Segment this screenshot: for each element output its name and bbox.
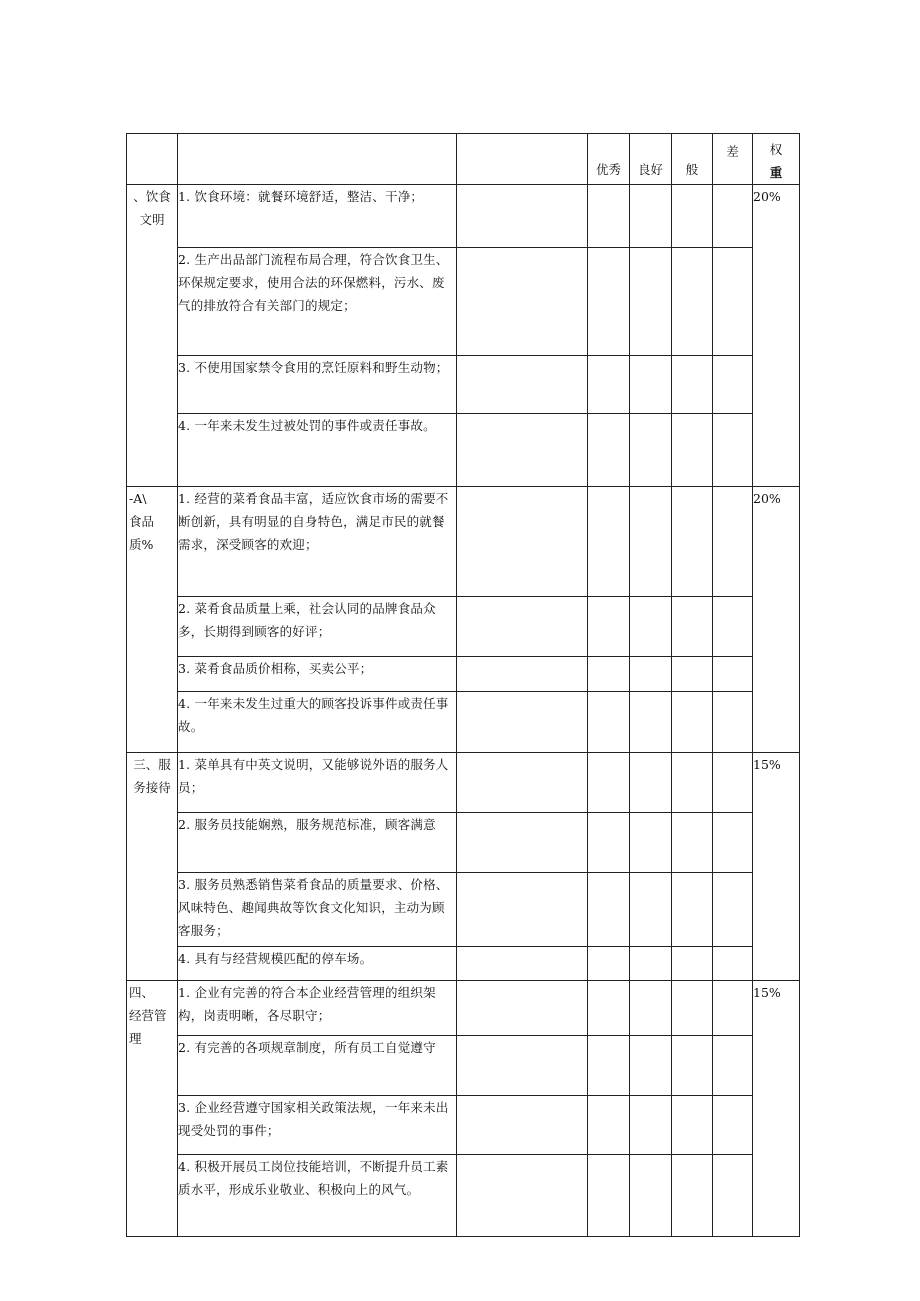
section-weight: 20% [753, 185, 800, 487]
score-poor-cell[interactable] [713, 597, 753, 657]
table-row [127, 692, 800, 753]
table-row [127, 597, 800, 657]
header-average: 般 [672, 134, 713, 185]
score-poor-cell[interactable] [713, 753, 753, 813]
score-average-cell[interactable] [672, 356, 713, 414]
header-weight-line-2: 重 [769, 165, 783, 180]
notes-cell [457, 185, 588, 248]
notes-cell [457, 1096, 588, 1155]
score-good-cell[interactable] [630, 1036, 672, 1096]
table-row [127, 1096, 800, 1155]
notes-cell [457, 981, 588, 1036]
score-average-cell[interactable] [672, 185, 713, 248]
score-excellent-cell[interactable] [588, 1096, 630, 1155]
score-good-cell[interactable] [630, 947, 672, 981]
score-poor-cell[interactable] [713, 947, 753, 981]
score-excellent-cell[interactable] [588, 753, 630, 813]
section-category [127, 981, 178, 1237]
criterion-cell: 4. 具有与经营规模匹配的停车场。 [178, 947, 457, 981]
category-line: 理 [129, 1031, 142, 1046]
score-good-cell[interactable] [630, 692, 672, 753]
score-good-cell[interactable] [630, 414, 672, 487]
table-row [127, 487, 800, 597]
score-average-cell[interactable] [672, 947, 713, 981]
score-excellent-cell[interactable] [588, 356, 630, 414]
header-notes-cell [457, 134, 588, 185]
score-good-cell[interactable] [630, 487, 672, 597]
score-excellent-cell[interactable] [588, 414, 630, 487]
score-poor-cell[interactable] [713, 692, 753, 753]
notes-cell [457, 597, 588, 657]
score-average-cell[interactable] [672, 657, 713, 692]
criterion-cell: 2. 有完善的各项规章制度，所有员工自觉遵守 [178, 1036, 457, 1096]
score-excellent-cell[interactable] [588, 981, 630, 1036]
table-row [127, 981, 800, 1036]
category-line: 务接待 [133, 780, 171, 795]
table-row [127, 248, 800, 356]
score-poor-cell[interactable] [713, 185, 753, 248]
header-criteria-cell [178, 134, 457, 185]
notes-cell [457, 657, 588, 692]
score-poor-cell[interactable] [713, 414, 753, 487]
score-excellent-cell[interactable] [588, 1155, 630, 1237]
score-good-cell[interactable] [630, 1096, 672, 1155]
score-average-cell[interactable] [672, 248, 713, 356]
category-line: 四、 [129, 985, 155, 1000]
score-poor-cell[interactable] [713, 657, 753, 692]
section-category [127, 487, 178, 753]
section-category [127, 185, 178, 487]
score-average-cell[interactable] [672, 753, 713, 813]
header-weight-line-1: 权 [769, 142, 783, 157]
criterion-cell: 2. 生产出品部门流程布局合理，符合饮食卫生、环保规定要求，使用合法的环保燃料，污水、废气的排放符合有关部门的规定； [178, 248, 457, 356]
table-row [127, 753, 800, 813]
score-excellent-cell[interactable] [588, 873, 630, 947]
criterion-cell: 3. 菜肴食品质价相称，买卖公平； [178, 657, 457, 692]
header-good: 良好 [630, 134, 672, 185]
table-row [127, 657, 800, 692]
score-average-cell[interactable] [672, 487, 713, 597]
notes-cell [457, 947, 588, 981]
category-line: 三、服 [133, 757, 171, 772]
section-weight: 15% [753, 981, 800, 1237]
category-line: 、饮食 [133, 189, 171, 204]
criterion-cell: 1. 菜单具有中英文说明，又能够说外语的服务人员； [178, 753, 457, 813]
criterion-cell: 4. 一年来未发生过被处罚的事件或责任事故。 [178, 414, 457, 487]
notes-cell [457, 1036, 588, 1096]
notes-cell [457, 356, 588, 414]
score-poor-cell[interactable] [713, 248, 753, 356]
criterion-cell: 1. 饮食环境：就餐环境舒适，整洁、干净； [178, 185, 457, 248]
criterion-cell: 2. 菜肴食品质量上乘，社会认同的品牌食品众多，长期得到顾客的好评； [178, 597, 457, 657]
score-excellent-cell[interactable] [588, 1036, 630, 1096]
score-poor-cell[interactable] [713, 873, 753, 947]
criterion-cell: 3. 服务员熟悉销售菜肴食品的质量要求、价格、风味特色、趣闻典故等饮食文化知识，主动为顾客服务； [178, 873, 457, 947]
score-good-cell[interactable] [630, 753, 672, 813]
criterion-cell: 2. 服务员技能娴熟，服务规范标准，顾客满意 [178, 813, 457, 873]
table-row [127, 873, 800, 947]
notes-cell [457, 692, 588, 753]
table-row [127, 356, 800, 414]
score-poor-cell[interactable] [713, 1096, 753, 1155]
criterion-cell: 3. 企业经营遵守国家相关政策法规，一年来未出现受处罚的事件； [178, 1096, 457, 1155]
score-good-cell[interactable] [630, 185, 672, 248]
score-poor-cell[interactable] [713, 487, 753, 597]
evaluation-table [126, 133, 800, 1237]
table-row [127, 1036, 800, 1096]
score-good-cell[interactable] [630, 597, 672, 657]
score-average-cell[interactable] [672, 692, 713, 753]
score-excellent-cell[interactable] [588, 185, 630, 248]
score-good-cell[interactable] [630, 356, 672, 414]
score-excellent-cell[interactable] [588, 597, 630, 657]
criterion-cell: 4. 一年来未发生过重大的顾客投诉事件或责任事故。 [178, 692, 457, 753]
score-average-cell[interactable] [672, 597, 713, 657]
header-weight [753, 134, 800, 185]
score-good-cell[interactable] [630, 981, 672, 1036]
criterion-cell: 4. 积极开展员工岗位技能培训，不断提升员工素质水平，形成乐业敬业、积极向上的风气。 [178, 1155, 457, 1237]
score-good-cell[interactable] [630, 657, 672, 692]
notes-cell [457, 487, 588, 597]
table-row [127, 813, 800, 873]
score-poor-cell[interactable] [713, 813, 753, 873]
score-poor-cell[interactable] [713, 1155, 753, 1237]
table-row [127, 414, 800, 487]
score-average-cell[interactable] [672, 1155, 713, 1237]
score-excellent-cell[interactable] [588, 947, 630, 981]
header-excellent: 优秀 [588, 134, 630, 185]
score-good-cell[interactable] [630, 873, 672, 947]
score-good-cell[interactable] [630, 248, 672, 356]
notes-cell [457, 813, 588, 873]
criterion-cell: 1. 企业有完善的符合本企业经营管理的组织架构，岗责明晰，各尽职守； [178, 981, 457, 1036]
score-average-cell[interactable] [672, 1096, 713, 1155]
score-excellent-cell[interactable] [588, 487, 630, 597]
score-excellent-cell[interactable] [588, 248, 630, 356]
table-row [127, 185, 800, 248]
score-good-cell[interactable] [630, 1155, 672, 1237]
criterion-cell: 3. 不使用国家禁令食用的烹饪原料和野生动物； [178, 356, 457, 414]
score-average-cell[interactable] [672, 1036, 713, 1096]
score-average-cell[interactable] [672, 873, 713, 947]
score-good-cell[interactable] [630, 813, 672, 873]
score-average-cell[interactable] [672, 981, 713, 1036]
score-poor-cell[interactable] [713, 981, 753, 1036]
score-excellent-cell[interactable] [588, 692, 630, 753]
section-category [127, 753, 178, 981]
score-excellent-cell[interactable] [588, 813, 630, 873]
notes-cell [457, 873, 588, 947]
score-average-cell[interactable] [672, 813, 713, 873]
notes-cell [457, 1155, 588, 1237]
header-row [127, 134, 800, 185]
category-line: -A\ [129, 491, 147, 506]
header-poor: 差 [713, 134, 753, 185]
score-excellent-cell[interactable] [588, 657, 630, 692]
notes-cell [457, 414, 588, 487]
notes-cell [457, 753, 588, 813]
criterion-cell: 1. 经营的菜肴食品丰富，适应饮食市场的需要不断创新，具有明显的自身特色，满足市民的就餐需求，深受顾客的欢迎； [178, 487, 457, 597]
section-weight: 15% [753, 753, 800, 981]
category-line: 文明 [139, 212, 165, 227]
score-poor-cell[interactable] [713, 356, 753, 414]
score-poor-cell[interactable] [713, 1036, 753, 1096]
score-average-cell[interactable] [672, 414, 713, 487]
table-row [127, 947, 800, 981]
category-line: 经营管 [129, 1008, 167, 1023]
category-line: 食品质% [129, 514, 155, 552]
table-row [127, 1155, 800, 1237]
notes-cell [457, 248, 588, 356]
header-category-cell [127, 134, 178, 185]
section-weight: 20% [753, 487, 800, 753]
